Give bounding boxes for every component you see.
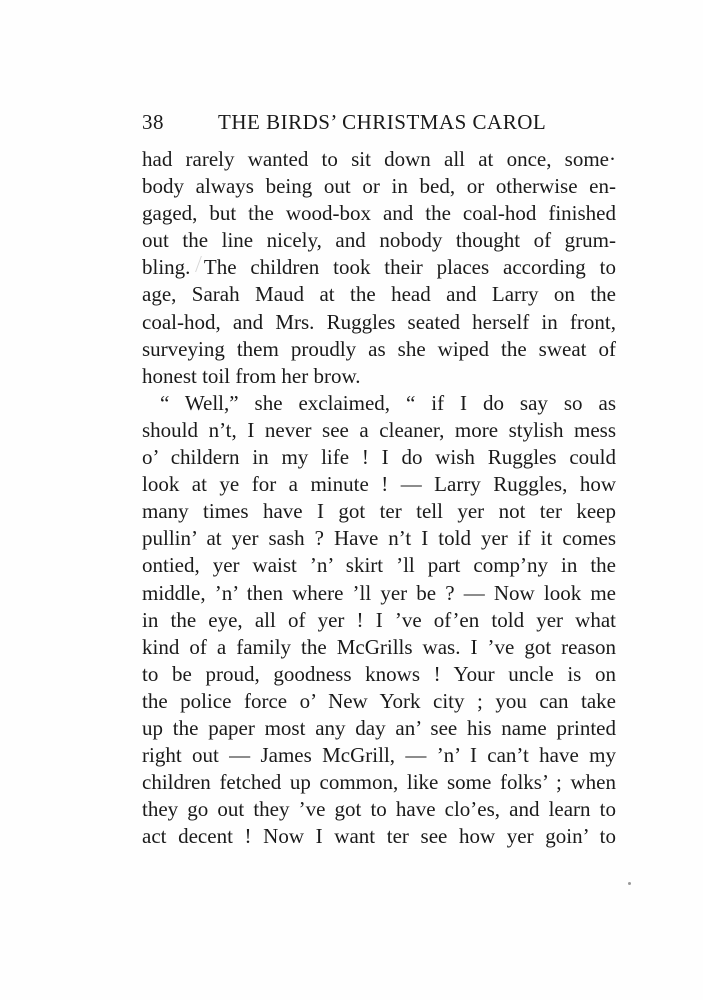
text-line: surveying them proudly as she wiped the sweat of	[142, 336, 616, 361]
text-line: o’ childern in my life ! I do wish Ruggles could	[142, 445, 616, 470]
text-line: bling. The children took their places according to	[142, 255, 616, 280]
text-line: many times have I got ter tell yer not ter keep	[142, 499, 616, 524]
text-line: in the eye, all of yer ! I ’ve of’en told yer what	[142, 607, 616, 632]
text-line: gaged, but the wood-box and the coal-hod finished	[142, 201, 616, 226]
text-line: body always being out or in bed, or otherwise en-	[142, 174, 616, 199]
text-line: pullin’ at yer sash ? Have n’t I told yer if it comes	[142, 526, 616, 551]
text-line: ontied, yer waist ’n’ skirt ’ll part comp’ny in the	[142, 553, 616, 578]
paper-speck	[628, 882, 631, 885]
running-title: THE BIRDS’ CHRISTMAS CAROL	[218, 110, 547, 134]
text-line: coal-hod, and Mrs. Ruggles seated herself in front,	[142, 309, 616, 334]
body-text	[142, 146, 616, 850]
page-header	[142, 110, 616, 136]
text-line: children fetched up common, like some folks’ ; when	[142, 770, 616, 795]
text-line: “ Well,” she exclaimed, “ if I do say so as	[160, 390, 616, 415]
text-line: should n’t, I never see a cleaner, more stylish mess	[142, 417, 616, 442]
text-line: age, Sarah Maud at the head and Larry on the	[142, 282, 616, 307]
text-line: had rarely wanted to sit down all at once, some·	[142, 147, 616, 171]
text-line: out the line nicely, and nobody thought of grum-	[142, 228, 616, 253]
text-line: the police force o’ New York city ; you can take	[142, 688, 616, 713]
text-line: act decent ! Now I want ter see how yer goin’ to	[142, 824, 616, 849]
page-number: 38	[142, 110, 164, 134]
text-line: kind of a family the McGrills was. I ’ve got reason	[142, 634, 616, 659]
text-line: to be proud, goodness knows ! Your uncle is on	[142, 661, 616, 686]
text-line: honest toil from her brow.	[142, 363, 361, 388]
text-line: right out — James McGrill, — ’n’ I can’t have my	[142, 743, 616, 768]
text-line: look at ye for a minute ! — Larry Ruggles, how	[142, 472, 616, 497]
text-line: they go out they ’ve got to have clo’es, and learn to	[142, 797, 616, 822]
text-line: up the paper most any day an’ see his name printed	[142, 715, 616, 740]
text-line: middle, ’n’ then where ’ll yer be ? — Now look me	[142, 580, 616, 605]
